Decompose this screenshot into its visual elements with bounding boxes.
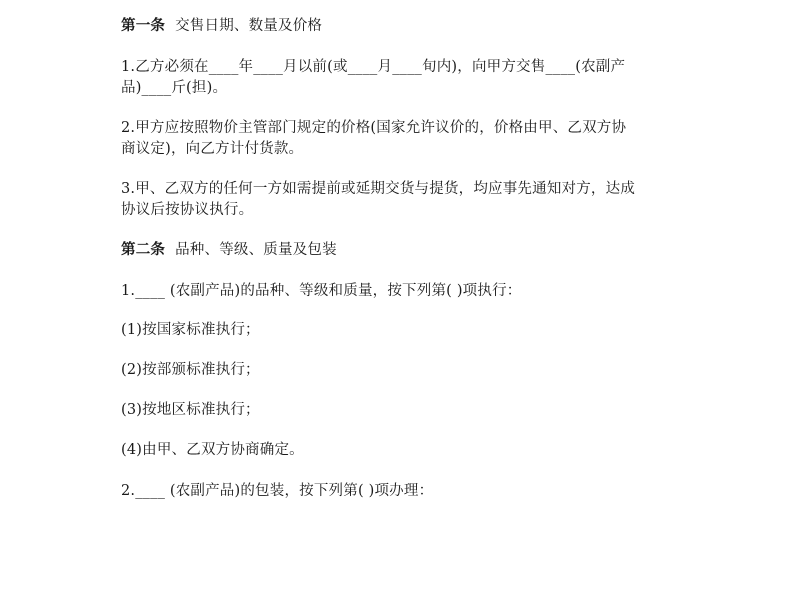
section-2-number: 第二条 xyxy=(121,242,166,258)
section-1-clause-2-line-2: 商议定)，向乙方计付货款。 xyxy=(121,141,304,157)
section-1-heading xyxy=(121,16,322,36)
section-1-clause-2-line-1: 2.甲方应按照物价主管部门规定的价格(国家允许议价的，价格由甲、乙双方协 xyxy=(121,120,627,136)
section-1-number: 第一条 xyxy=(121,18,166,34)
section-2-clause-1: 1.____ (农副产品)的品种、等级和质量，按下列第( )项执行： xyxy=(121,283,522,299)
section-2-heading xyxy=(121,240,337,260)
section-2-clause-2: 2.____ (农副产品)的包装，按下列第( )项办理： xyxy=(121,483,434,499)
section-1-clause-1-line-2: 品)____斤(担)。 xyxy=(121,80,228,96)
section-2-option-1: (1)按国家标准执行； xyxy=(121,322,260,338)
section-1-clause-3-line-1: 3.甲、乙双方的任何一方如需提前或延期交货与提货，均应事先通知对方，达成 xyxy=(121,181,636,197)
section-2-option-4: (4)由甲、乙双方协商确定。 xyxy=(121,442,304,458)
section-2-option-2: (2)按部颁标准执行； xyxy=(121,362,260,378)
section-1-clause-3-line-2: 协议后按协议执行。 xyxy=(121,202,254,218)
section-1-title: 交售日期、数量及价格 xyxy=(175,18,323,34)
section-2-option-3: (3)按地区标准执行； xyxy=(121,402,260,418)
section-2-title: 品种、等级、质量及包装 xyxy=(175,242,337,258)
section-1-clause-1-line-1: 1.乙方必须在____年____月以前(或____月____旬内)，向甲方交售____(农副产 xyxy=(121,59,626,75)
